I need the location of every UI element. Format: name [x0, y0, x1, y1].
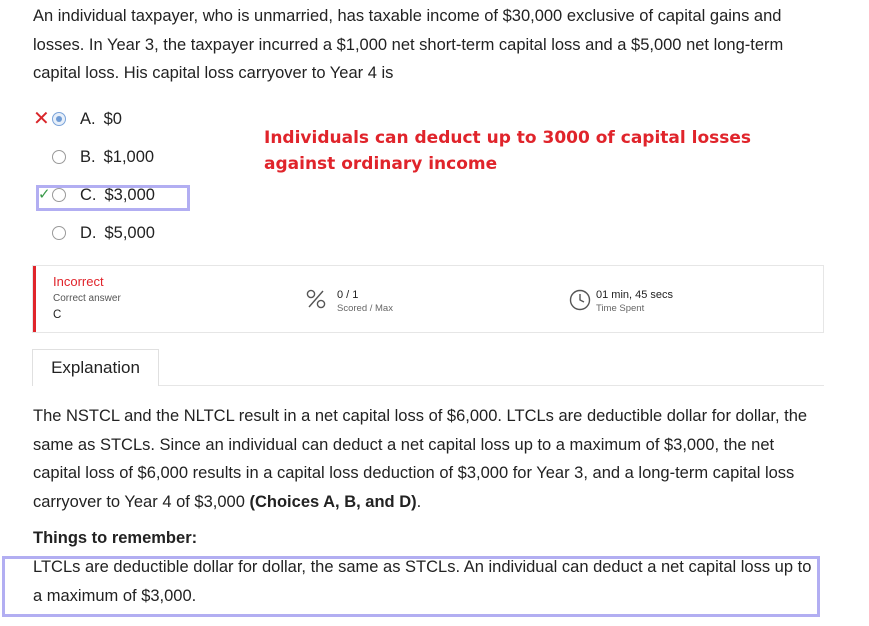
- result-status: Incorrect: [53, 274, 104, 289]
- status-bar: [33, 266, 36, 332]
- remember-title: Things to remember:: [33, 529, 198, 547]
- option-letter: D.: [80, 223, 97, 242]
- score-value: 0 / 1: [337, 289, 359, 301]
- option-letter: B.: [80, 147, 96, 166]
- clock-icon: [569, 289, 591, 311]
- radio-icon[interactable]: [52, 188, 66, 202]
- tab-divider: [159, 385, 824, 386]
- option-letter: C.: [80, 185, 97, 204]
- score-label: Scored / Max: [337, 303, 393, 314]
- annotation-line: Individuals can deduct up to 3000 of capital losses: [264, 128, 752, 148]
- option-letter: A.: [80, 109, 96, 128]
- option-c[interactable]: [52, 183, 155, 207]
- tab-explanation[interactable]: Explanation: [32, 349, 159, 386]
- explanation-text: [33, 402, 823, 516]
- correct-answer-label: Correct answer: [53, 293, 121, 304]
- option-d[interactable]: [52, 221, 155, 245]
- option-label: $5,000: [104, 223, 155, 242]
- annotation-line: against ordinary income: [264, 154, 498, 174]
- option-label: $3,000: [104, 185, 155, 204]
- correct-answer-value: C: [53, 309, 62, 321]
- percent-icon: [305, 288, 327, 310]
- question-text: An individual taxpayer, who is unmarried, has taxable income of $30,000 exclusive of capital gains and losses. In Year 3, the taxpayer incurred a $1,000 net short-term capital loss and a $5,000 net long-term capital loss. His capital loss carryover to Year 4 is: [33, 7, 784, 82]
- explanation-end: .: [416, 492, 422, 511]
- radio-icon[interactable]: [52, 150, 66, 164]
- option-a[interactable]: [52, 107, 122, 131]
- radio-icon[interactable]: [52, 226, 66, 240]
- explanation-choices-note: (Choices A, B, and D): [249, 492, 417, 511]
- remember-text: LTCLs are deductible dollar for dollar, the same as STCLs. An individual can deduct a net capital loss up to a maximum of $3,000.: [33, 558, 812, 605]
- result-card: [32, 265, 824, 333]
- option-label: $1,000: [103, 147, 155, 166]
- time-label: Time Spent: [596, 303, 645, 314]
- annotation-note: [264, 125, 784, 177]
- option-b[interactable]: [52, 145, 154, 169]
- time-value: 01 min, 45 secs: [596, 289, 674, 301]
- incorrect-mark-icon: ✕: [33, 108, 50, 130]
- explanation-body: The NSTCL and the NLTCL result in a net capital loss of $6,000. LTCLs are deductible dollar for dollar, the same as STCLs. Since an individual can deduct a net capital loss up to a maximum of $3,000, the net capital loss of $6,000 results in a capital loss deduction of $3,000 for Year 3, and a long-term capital loss carryover to Year 4 of $3,000: [33, 407, 808, 511]
- option-label: $0: [103, 109, 122, 128]
- radio-selected-icon[interactable]: [52, 112, 66, 126]
- correct-mark-icon: ✓: [38, 186, 51, 203]
